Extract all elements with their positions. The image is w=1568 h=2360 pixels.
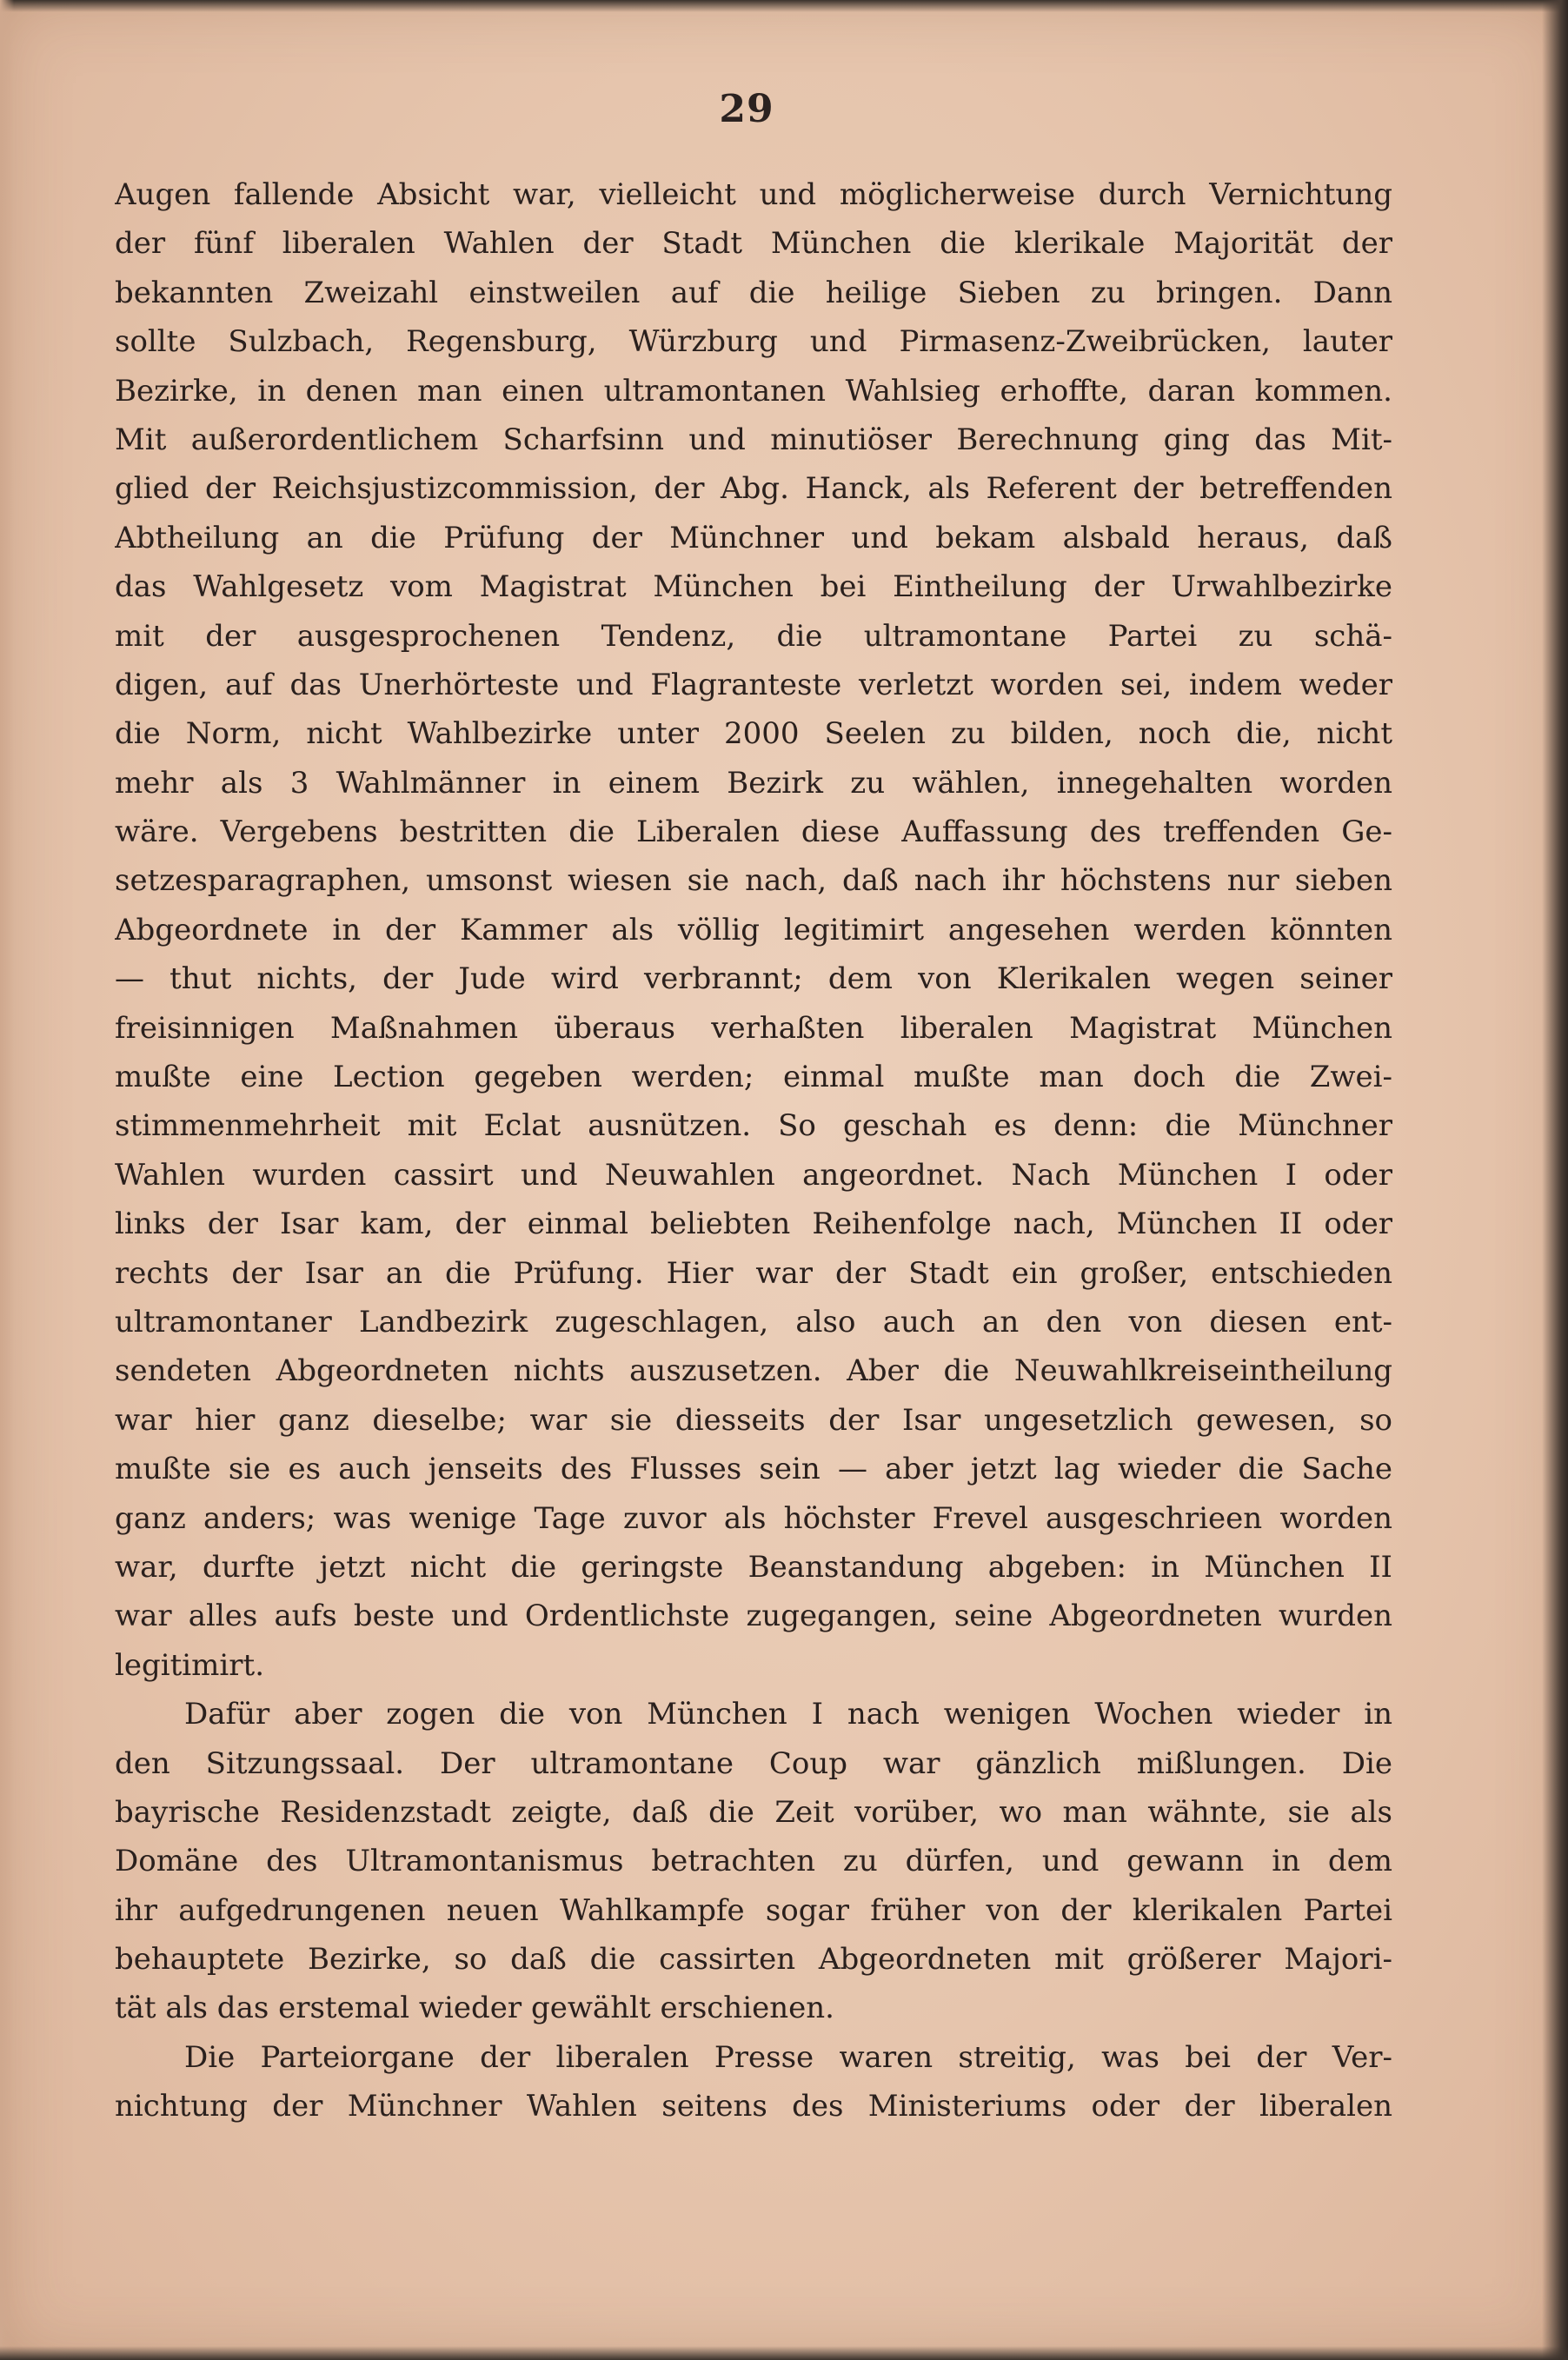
body-text	[115, 170, 1392, 2131]
text-line: bayrische Residenzstadt zeigte, daß die Zeit vorüber, wo man wähnte, sie als	[115, 1794, 1392, 1830]
text-line: Dafür aber zogen die von München I nach wenigen Wochen wieder in	[184, 1697, 1392, 1732]
text-line: mußte sie es auch jenseits des Flusses sein — aber jetzt lag wieder die Sache	[115, 1452, 1392, 1487]
text-line: bekannten Zweizahl einstweilen auf die heilige Sieben zu bringen. Dann	[115, 275, 1392, 310]
text-line: Bezirke, in denen man einen ultramontanen Wahlsieg erhoffte, daran kommen.	[115, 373, 1392, 409]
text-line: wäre. Vergebens bestritten die Liberalen diese Auffassung des treffenden Ge-	[115, 814, 1392, 850]
text-line: Abtheilung an die Prüfung der Münchner und bekam alsbald heraus, daß	[115, 520, 1392, 555]
text-line: mußte eine Lection gegeben werden; einmal mußte man doch die Zwei-	[115, 1060, 1392, 1095]
text-line: setzesparagraphen, umsonst wiesen sie nach, daß nach ihr höchstens nur sieben	[115, 863, 1392, 899]
text-line: glied der Reichsjustizcommission, der Abg. Hanck, als Referent der betreffenden	[115, 471, 1392, 507]
text-line: behauptete Bezirke, so daß die cassirten Abgeordneten mit größerer Majori-	[115, 1942, 1392, 1978]
text-line: Domäne des Ultramontanismus betrachten zu dürfen, und gewann in dem	[115, 1844, 1392, 1879]
text-line: sendeten Abgeordneten nichts auszusetzen. Aber die Neuwahlkreiseintheilung	[115, 1353, 1392, 1389]
paragraph	[115, 2033, 1392, 2131]
text-line: war hier ganz dieselbe; war sie diesseits der Isar ungesetzlich gewesen, so	[115, 1402, 1392, 1438]
paragraph	[115, 1690, 1392, 2033]
text-line: — thut nichts, der Jude wird verbrannt; dem von Klerikalen wegen seiner	[115, 961, 1392, 997]
text-line: stimmenmehrheit mit Eclat ausnützen. So geschah es denn: die Münchner	[115, 1108, 1392, 1144]
text-line: war alles aufs beste und Ordentlichste zugegangen, seine Abgeordneten wurden	[115, 1599, 1392, 1634]
text-line: digen, auf das Unerhörteste und Flagranteste verletzt worden sei, indem weder	[115, 667, 1392, 702]
text-line: Die Parteiorgane der liberalen Presse waren streitig, was bei der Ver-	[184, 2039, 1392, 2075]
text-line: ganz anders; was wenige Tage zuvor als höchster Frevel ausgeschrieen worden	[115, 1500, 1392, 1536]
text-line: freisinnigen Maßnahmen überaus verhaßten liberalen Magistrat München	[115, 1010, 1392, 1046]
page-edge-bottom	[0, 2346, 1568, 2360]
text-line: Mit außerordentlichem Scharfsinn und minutiöser Berechnung ging das Mit-	[115, 422, 1392, 457]
text-line: tät als das erstemal wieder gewählt erschienen.	[115, 1991, 834, 2026]
text-line: war, durfte jetzt nicht die geringste Beanstandung abgeben: in München II	[115, 1549, 1392, 1585]
page-edge-right	[1542, 0, 1568, 2360]
page-edge-left	[0, 0, 14, 2360]
text-line: Wahlen wurden cassirt und Neuwahlen angeordnet. Nach München I oder	[115, 1157, 1392, 1193]
page-number: 29	[719, 87, 774, 131]
text-line: ultramontaner Landbezirk zugeschlagen, also auch an den von diesen ent-	[115, 1304, 1392, 1340]
text-line: das Wahlgesetz vom Magistrat München bei Eintheilung der Urwahlbezirke	[115, 569, 1392, 605]
text-line: ihr aufgedrungenen neuen Wahlkampfe sogar früher von der klerikalen Partei	[115, 1892, 1392, 1928]
text-line: den Sitzungssaal. Der ultramontane Coup war gänzlich mißlungen. Die	[115, 1745, 1392, 1781]
text-line: mehr als 3 Wahlmänner in einem Bezirk zu wählen, innegehalten worden	[115, 765, 1392, 801]
text-line: mit der ausgesprochenen Tendenz, die ultramontane Partei zu schä-	[115, 618, 1392, 654]
page-edge-top	[0, 0, 1568, 12]
text-line: nichtung der Münchner Wahlen seitens des Ministeriums oder der liberalen	[115, 2089, 1392, 2124]
text-line: sollte Sulzbach, Regensburg, Würzburg und Pirmasenz-Zweibrücken, lauter	[115, 324, 1392, 360]
text-line: die Norm, nicht Wahlbezirke unter 2000 Seelen zu bilden, noch die, nicht	[115, 716, 1392, 752]
text-line: rechts der Isar an die Prüfung. Hier war der Stadt ein großer, entschieden	[115, 1255, 1392, 1291]
text-line: links der Isar kam, der einmal beliebten Reihenfolge nach, München II oder	[115, 1207, 1392, 1242]
text-line: legitimirt.	[115, 1647, 265, 1683]
text-line: der fünf liberalen Wahlen der Stadt München die klerikale Majorität der	[115, 226, 1392, 262]
paragraph	[115, 170, 1392, 1690]
text-line: Augen fallende Absicht war, vielleicht und möglicherweise durch Vernichtung	[115, 177, 1392, 212]
text-line: Abgeordnete in der Kammer als völlig legitimirt angesehen werden könnten	[115, 912, 1392, 947]
